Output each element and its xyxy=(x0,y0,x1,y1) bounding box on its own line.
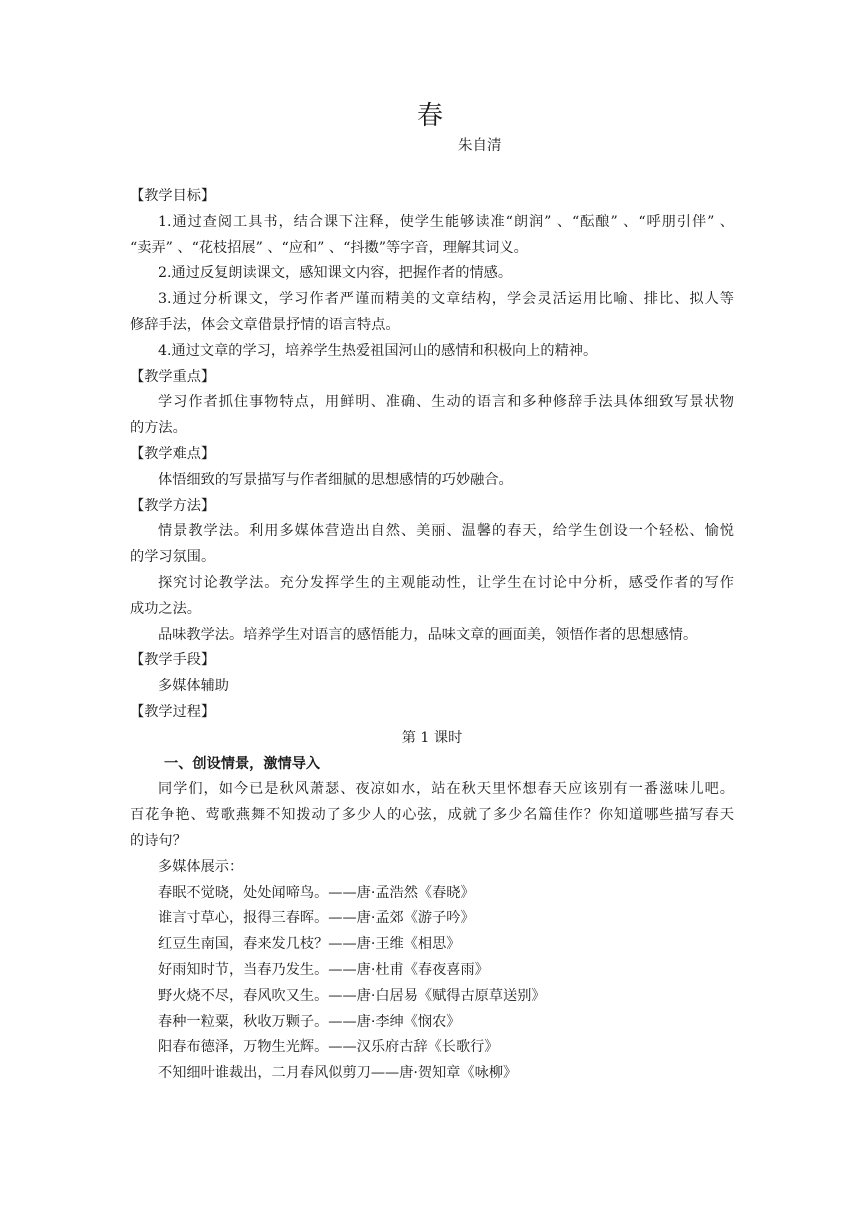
paragraph-line: 学习作者抓住事物特点，用鲜明、准确、生动的语言和多种修辞手法具体细致写景状物 xyxy=(158,394,734,411)
subsection-heading: 一、创设情景，激情导入 xyxy=(164,755,321,772)
paragraph-line: 的诗句？ xyxy=(130,832,187,849)
section-heading-objectives: 【教学目标】 xyxy=(130,188,216,204)
paragraph-line: 的学习氛围。 xyxy=(130,549,216,566)
paragraph-line: 多媒体辅助 xyxy=(158,678,229,695)
paragraph-line: 同学们，如今已是秋风萧瑟、夜凉如水，站在秋天里怀想春天应该别有一番滋味儿吧。 xyxy=(158,781,734,798)
paragraph-line: 的方法。 xyxy=(130,420,187,437)
document-title: 春 xyxy=(416,101,443,131)
paragraph-line: 成功之法。 xyxy=(130,600,201,617)
section-heading-means: 【教学手段】 xyxy=(130,652,216,669)
paragraph-line: 多媒体展示： xyxy=(158,858,244,875)
poem-line: 野火烧不尽，春风吹又生。——唐·白居易《赋得古原草送别》 xyxy=(158,987,546,1004)
paragraph-line: 情景教学法。利用多媒体营造出自然、美丽、温馨的春天，给学生创设一个轻松、愉悦 xyxy=(158,523,734,540)
paragraph-line: 2.通过反复朗读课文，感知课文内容，把握作者的情感。 xyxy=(158,265,513,282)
paragraph-line: 探究讨论教学法。充分发挥学生的主观能动性，让学生在讨论中分析，感受作者的写作 xyxy=(158,574,734,591)
poem-line: 春眠不觉晓，处处闻啼鸟。——唐·孟浩然《春晓》 xyxy=(158,884,475,901)
paragraph-line: 修辞手法，体会文章借景抒情的语言特点。 xyxy=(130,316,400,333)
paragraph-line: 4.通过文章的学习，培养学生热爱祖国河山的感情和积极向上的精神。 xyxy=(158,342,598,359)
poem-line: 好雨知时节，当春乃发生。——唐·杜甫《春夜喜雨》 xyxy=(158,961,489,978)
poem-line: 春种一粒粟，秋收万颗子。——唐·李绅《悯农》 xyxy=(158,1013,461,1030)
section-heading-key-points: 【教学重点】 xyxy=(130,368,216,385)
document-author: 朱自清 xyxy=(458,138,502,154)
section-heading-difficulties: 【教学难点】 xyxy=(130,445,216,462)
poem-line: 红豆生南国，春来发几枝？——唐·王维《相思》 xyxy=(158,936,461,953)
paragraph-line: 体悟细致的写景描写与作者细腻的思想感情的巧妙融合。 xyxy=(158,471,513,488)
paragraph-line: 1.通过查阅工具书，结合课下注释，使学生能够读准“朗润” 、“酝酿” 、“呼朋引伴” 、 xyxy=(158,213,734,230)
document-body xyxy=(130,184,734,1087)
paragraph-line: 3.通过分析课文，学习作者严谨而精美的文章结构，学会灵活运用比喻、排比、拟人等 xyxy=(158,291,734,308)
section-heading-process: 【教学过程】 xyxy=(130,703,216,720)
paragraph-line: 百花争艳、莺歌燕舞不知拨动了多少人的心弦，成就了多少名篇佳作？你知道哪些描写春天 xyxy=(130,807,734,824)
poem-line: 谁言寸草心，报得三春晖。——唐·孟郊《游子吟》 xyxy=(158,910,475,927)
poem-line: 阳春布德泽，万物生光辉。——汉乐府古辞《长歌行》 xyxy=(158,1039,499,1056)
poem-line: 不知细叶谁裁出，二月春风似剪刀——唐·贺知章《咏柳》 xyxy=(158,1065,518,1082)
paragraph-line: “卖弄” 、“花枝招展” 、“应和” 、“抖擞”等字音，理解其词义。 xyxy=(130,239,528,256)
section-heading-methods: 【教学方法】 xyxy=(130,497,216,514)
lesson-period-label: 第 1 课时 xyxy=(401,729,463,746)
paragraph-line: 品味教学法。培养学生对语言的感悟能力，品味文章的画面美，领悟作者的思想感情。 xyxy=(158,626,698,643)
